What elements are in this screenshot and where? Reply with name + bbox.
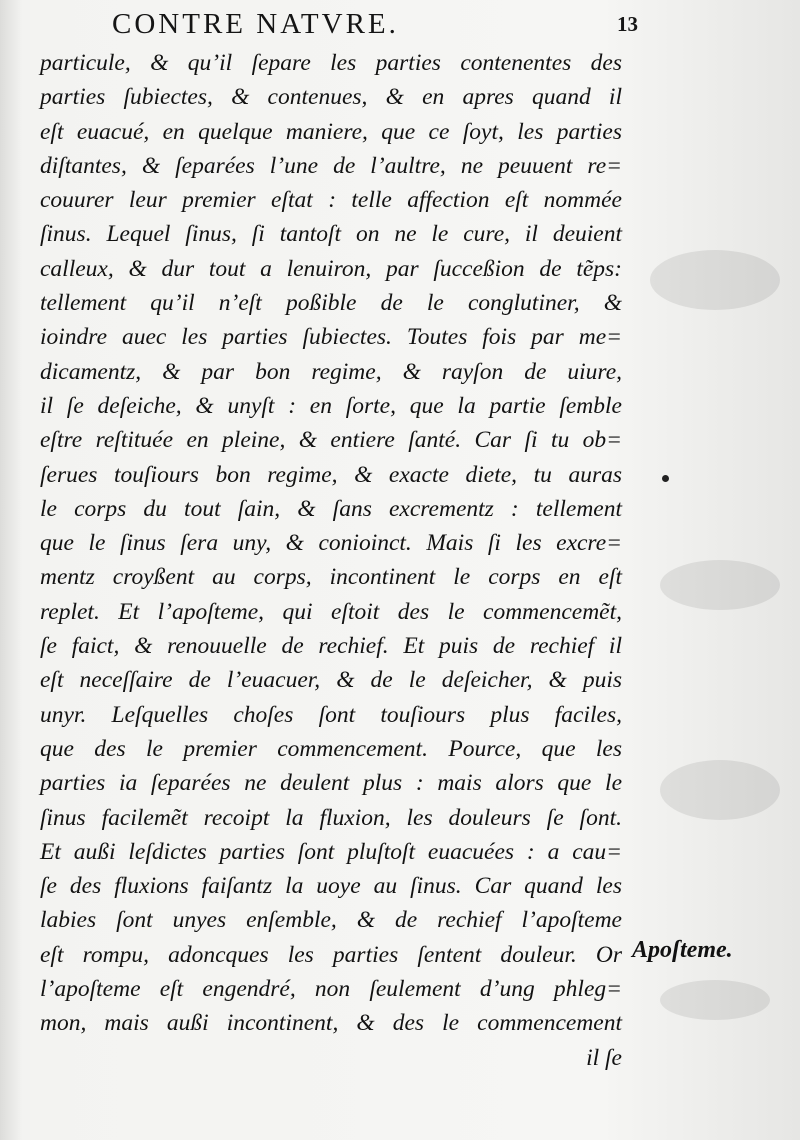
text-line: labies ſont unyes enſemble, & de rechief l’apoſteme bbox=[40, 907, 622, 934]
margin-note: Apoſteme. bbox=[632, 937, 733, 963]
running-head bbox=[0, 2, 800, 42]
text-line: replet. Et l’apoſteme, qui eſtoit des le commencemẽt, bbox=[40, 598, 622, 625]
text-line: mentz croyßent au corps, incontinent le corps en eſt bbox=[40, 564, 622, 591]
text-line: ſe des fluxions faiſantz la uoye au ſinus. Car quand les bbox=[40, 873, 622, 900]
text-line: ſinus facilemẽt recoipt la fluxion, les douleurs ſe ſont. bbox=[40, 804, 622, 831]
text-line: l’apoſteme eſt engendré, non ſeulement d’ung phleg= bbox=[40, 976, 622, 1003]
margin-ink-dot bbox=[662, 475, 669, 482]
body-text bbox=[40, 46, 622, 1075]
catchword: il ſe bbox=[586, 1044, 622, 1071]
show-through-smudge bbox=[660, 980, 770, 1020]
text-line: ſinus. Lequel ſinus, ſi tantoſt on ne le cure, il deuient bbox=[40, 221, 622, 248]
text-line: unyr. Leſquelles choſes ſont touſiours plus faciles, bbox=[40, 701, 622, 728]
text-line: mon, mais außi incontinent, & des le commencement bbox=[40, 1010, 622, 1037]
text-line: tellement qu’il n’eſt poßible de le conglutiner, & bbox=[40, 290, 622, 317]
text-line: parties ia ſeparées ne deulent plus : mais alors que le bbox=[40, 770, 622, 797]
text-line: ſerues touſiours bon regime, & exacte diete, tu auras bbox=[40, 461, 622, 488]
text-line: Et außi leſdictes parties ſont pluſtoſt euacuées : a cau= bbox=[40, 838, 622, 865]
text-line: il ſe deſeiche, & unyſt : en ſorte, que la partie ſemble bbox=[40, 392, 622, 419]
text-line: eſt rompu, adoncques les parties ſentent douleur. Or bbox=[40, 941, 622, 968]
text-line: couurer leur premier eſtat : telle affection eſt nommée bbox=[40, 187, 622, 214]
text-line: eſt neceſſaire de l’euacuer, & de le deſeicher, & puis bbox=[40, 667, 622, 694]
text-line: ioindre auec les parties ſubiectes. Toutes fois par me= bbox=[40, 324, 622, 351]
text-line: eſt euacué, en quelque maniere, que ce ſoyt, les parties bbox=[40, 118, 622, 145]
text-line: ſe faict, & renouuelle de rechief. Et puis de rechief il bbox=[40, 633, 622, 660]
text-line: parties ſubiectes, & contenues, & en apres quand il bbox=[40, 84, 622, 111]
text-line: que des le premier commencement. Pource, que les bbox=[40, 735, 622, 762]
text-line: que le ſinus ſera uny, & conioinct. Mais ſi les excre= bbox=[40, 530, 622, 557]
show-through-smudge bbox=[650, 250, 780, 310]
text-line: eſtre reſtituée en pleine, & entiere ſanté. Car ſi tu ob= bbox=[40, 427, 622, 454]
text-line: dicamentz, & par bon regime, & rayſon de uiure, bbox=[40, 358, 622, 385]
show-through-smudge bbox=[660, 760, 780, 820]
text-line: calleux, & dur tout a lenuiron, par ſucceßion de tẽps: bbox=[40, 255, 622, 282]
running-title: CONTRE NATVRE. bbox=[112, 8, 399, 40]
show-through-smudge bbox=[660, 560, 780, 610]
page-number: 13 bbox=[617, 12, 638, 36]
text-line: le corps du tout ſain, & ſans excrementz : tellement bbox=[40, 495, 622, 522]
text-line: diſtantes, & ſeparées l’une de l’aultre, ne peuuent re= bbox=[40, 152, 622, 179]
text-line: particule, & qu’il ſepare les parties contenentes des bbox=[40, 50, 622, 76]
